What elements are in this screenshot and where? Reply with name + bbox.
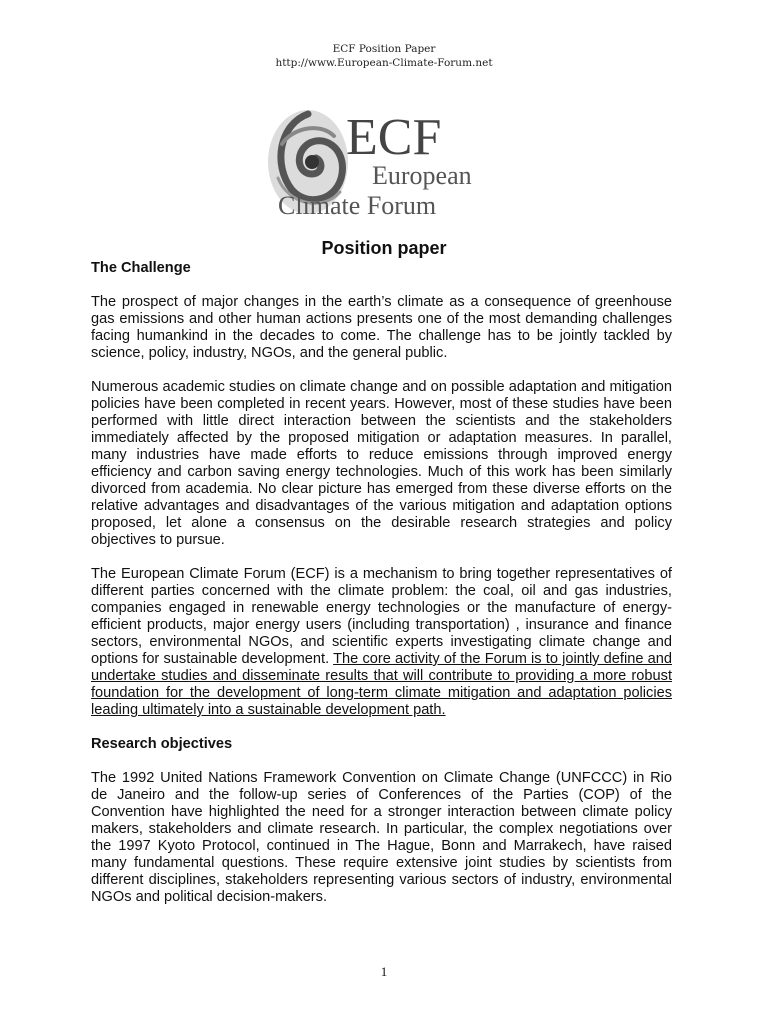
paragraph: The prospect of major changes in the earth’s climate as a consequence of greenhouse gas emissions and other human actions presents one of the most demanding challenges facing humankind in the decades to come. The challenge has to be jointly tackled by science, policy, industry, NGOs, and the general public. (91, 294, 672, 361)
paragraph: Numerous academic studies on climate change and on possible adaptation and mitigation policies have been completed in recent years. However, most of these studies have been performed with little direct interaction between the scientists and the stakeholders immediately affected by the proposed mitigation or adaptation measures. In parallel, many industries have made efforts to reduce emissions through improved energy efficiency and carbon saving energy technologies. Much of this work has been similarly divorced from academia. No clear picture has emerged from these diverse efforts on the relative advantages and disadvantages of the various mitigation and adaptation options proposed, let alone a consensus on the desirable research strategies and policy objectives to pursue. (91, 379, 672, 548)
paragraph-text: The European Climate Forum (ECF) is a mechanism to bring together representatives of different parties concerned with the climate problem: the coal, oil and gas industries, companies engaged in renewable energy technologies or the manufacture of energy-efficient products, major energy users (including transportation) , insurance and finance sectors, environmental NGOs, and scientific experts investigating climate change and options for sustainable development. (91, 566, 672, 667)
header-title: ECF Position Paper (332, 43, 436, 55)
ecf-logo (262, 104, 506, 220)
ecf-logo-graphic (262, 104, 506, 220)
page-number: 1 (380, 964, 388, 979)
logo-acronym: ECF (346, 109, 442, 166)
page-header (0, 42, 768, 70)
underlined-text: The core activity of the Forum is to jointly define and undertake studies and disseminate results that will contribute to providing a more robust foundation for the development of long-term climate mitigation and adaptation policies leading ultimately into a sustainable development path. (91, 651, 672, 718)
header-url: http://www.European-Climate-Forum.net (275, 57, 493, 69)
section-heading-research: Research objectives (91, 736, 233, 752)
document-body (91, 260, 672, 906)
logo-name-line2: Climate Forum (278, 191, 437, 220)
page-title: Position paper (321, 238, 447, 258)
logo-name-line1: European (372, 161, 472, 190)
paragraph (91, 566, 672, 719)
paragraph: The 1992 United Nations Framework Convention on Climate Change (UNFCCC) in Rio de Janeiro and the follow-up series of Conferences of the Parties (COP) of the Convention have highlighted the need for a stronger interaction between climate policy makers, stakeholders and climate research. In particular, the complex negotiations over the 1997 Kyoto Protocol, continued in The Hague, Bonn and Marrakech, have raised many fundamental questions. These require extensive joint studies by scientists from different disciplines, stakeholders representing various sectors of industry, environmental NGOs and political decision-makers. (91, 770, 672, 905)
section-heading-challenge: The Challenge (91, 260, 191, 276)
